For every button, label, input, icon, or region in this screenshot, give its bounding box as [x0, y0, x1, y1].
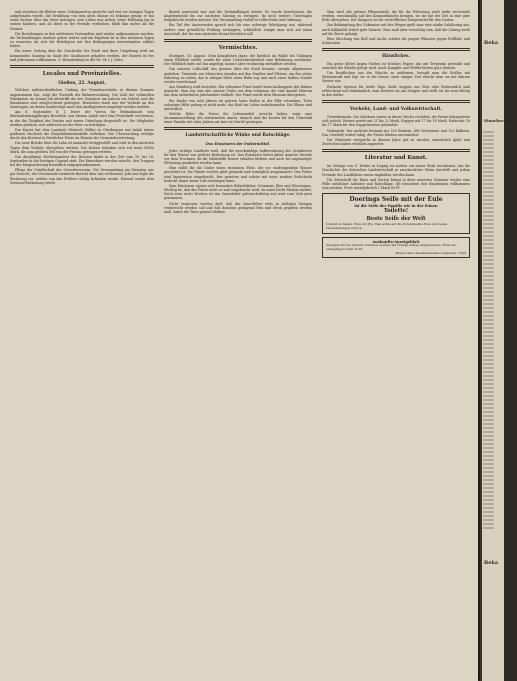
section-heading-home: Häusliches. [381, 54, 411, 60]
article-paragraph: Ein Knabe von acht Jahren ist gestern beim Baden in der Elbe ertrunken. Trotz sofortiger Hilfe gelang es nicht mehr, das Kind ins Leben zurückzurufen. Die Eltern sind untröstlich. [164, 98, 312, 111]
section-heading-economy: Verkehr, Land- und Volkswirtschaft. [349, 107, 443, 113]
ad-title: Doerings Seife mit der Eule [349, 196, 443, 204]
article-paragraph: Welchen außerordentlichen Umfang der Fremdenverkehr in diesem Sommer angenommen hat, zeigt die Statistik der Bahnverwaltung. Die Zahl der verkauften Fahrkarten im Monat Juli übertrifft die des Vorjahres um nahezu ein Drittel, und die Einnahmen sind entsprechend gestiegen. Besonders stark war der Verkehr an den Sonntagen, an denen Sonderzüge nach den Ausflugsorten eingelegt werden mußten. [10, 88, 154, 110]
article-paragraph: Aus Hamburg wird berichtet: Ein seltsamer Fund wurde beim Ausbaggern des Hafens gemacht. Man zog eine alte eiserne Truhe aus dem Schlamm, die eine Anzahl Münzen aus dem siebzehnten Jahrhundert enthielt. Der Fund wurde dem Museum übergeben. [164, 85, 312, 98]
divider [322, 100, 470, 103]
article-paragraph: Im Verlage von G. Weber in Leipzig ist soeben ein neues Werk erschienen, das die Geschichte der deutschen Landwirtschaft in anschaulicher Weise darstellt und jedem Freunde des Landlebens warm empfohlen werden kann. [322, 164, 470, 177]
article-paragraph: Das diesjährige Herbstmanöver der Division findet in der Zeit vom 10. bis 18. September in der hiesigen Gegend statt. Die Einwohner werden ersucht, den Truppen bei der Einquartierung freundlich entgegenzukommen. [10, 154, 154, 168]
article-paragraph: Um Rostflecken aus der Wäsche zu entfernen, betupft man die Stellen mit Zitronensaft und legt sie in die Sonne; nach einiger Zeit wäscht man sie mit klarem Wasser aus. [322, 71, 470, 84]
divider [322, 48, 470, 51]
article-paragraph: Man wird alle grünen Pflanzenteile, die für die Fütterung nicht mehr verwendet werden, zweckmäßig auf den Komposthaufen bringen, wo sie mit der Zeit in eine gute Erde übergehen. Der Kompost ist ein vortreffliches Düngemittel für den Garten. [322, 10, 470, 23]
column-3 [322, 10, 470, 670]
col2-agri-articles [164, 149, 312, 214]
notice-tail: Wieder aller Annahmestellen vergleiche. 7429 [395, 250, 466, 255]
soap-advertisement [322, 193, 470, 234]
ad-text: Überall zu haben. Preis 40 Pfg. Man achte auf die Schutzmarke Eule und weise Nachahmungen zurück. [326, 222, 448, 230]
col2-top-text [164, 10, 312, 36]
article-paragraph: Ein neuer Vortrag über die Geschichte der Stadt und ihrer Umgebung wird am kommenden Sonntag im Saale des Gasthauses gehalten werden; der Eintritt ist frei und jedermann willkommen. G. Brandenburg in der Nr. 34 v. J. Seite. [10, 49, 154, 62]
article-paragraph: Getreidemarkt. Die Zufuhren waren in dieser Woche reichlich, die Preise behaupteten sich jedoch. Weizen wurde mit 21 bis 22 Mark, Roggen mit 17 bis 18 Mark, Hafer mit 16 bis 17 Mark für den Doppelzentner gehandelt. [322, 115, 470, 128]
article-paragraph: Nicht vergessen werden darf, daß das Sauerfutter stets in mäßigen Mengen verabreicht werden soll und daß daneben genügend Heu und Stroh gegeben werden muß, damit die Tiere gesund bleiben. [164, 201, 312, 214]
column-1 [10, 10, 154, 670]
adjacent-heading: Beka [484, 560, 499, 566]
column-2 [164, 10, 312, 670]
col3-top-text [322, 10, 470, 45]
section-heading-misc: Vermischtes. [218, 44, 258, 51]
section-heading-agri: Landwirtschaftliche Winke und Ratschläge. [185, 133, 291, 139]
divider [10, 65, 154, 68]
article-paragraph: Das neueste Luftschiff, das gestern über der Stadt kreuzte, erregte allgemeines Aufsehen. Tausende von Menschen standen auf den Straßen und Plätzen, um das stolze Fahrzeug zu sehen, das in ruhiger Fahrt seine Bahn zog und nach einer halben Stunde wieder verschwand. [164, 67, 312, 84]
dateline: Gießen, 22. August. [58, 80, 106, 86]
col3-economy-articles [322, 115, 470, 146]
section-heading-literature: Literatur und Kunst. [364, 155, 428, 162]
article-paragraph: Zum Einsäuern eignen sich besonders Rübenblätter, Grünmais, Klee und Wiesengras. Wichtig ist, daß das Futter nicht zu naß eingebracht wird, da sonst leicht Fäulnis eintritt. Nach etwa sechs Wochen ist das Sauerfutter gebrauchsfertig und wird vom Vieh gern genommen. [164, 183, 312, 201]
article-paragraph: Zur Bekämpfung des Unkrautes auf den Wegen gießt man eine starke Salzlösung aus; auch Kalkmilch leistet gute Dienste. Man muß aber vorsichtig sein, daß die Lösung nicht auf die Beete gelangt. [322, 23, 470, 36]
ad-slogan: Beste Seife der Welt [366, 215, 426, 222]
divider [164, 39, 312, 42]
article-paragraph: Bezirk anwesend war und die Verhandlungen leitete. Es wurde beschlossen, die Angelegenheit bis zur nächsten Sitzung zu vertagen, da noch weitere Unterlagen beigebracht werden müssen. Die Versammlung verlief in voller Ruhe und Ordnung. [164, 10, 312, 23]
article-paragraph: Viehmarkt. Der Auftrieb bestand aus 320 Rindern, 480 Schweinen und 120 Kälbern. Das Geschäft verlief ruhig, die Preise blieben unverändert. [322, 128, 470, 137]
col2-articles [164, 54, 312, 125]
notice-advertisement [322, 237, 470, 259]
article-paragraph: Ein gutes Mittel gegen Motten ist frisches Papier, das mit Terpentin getränkt und zwischen die Kleider gelegt wird. Auch Kampfer und Pfeffer leisten gute Dienste. [322, 61, 470, 70]
ad-line: Toilette! [383, 208, 409, 215]
article-paragraph: Die Obsternte verspricht in diesem Jahre gut zu werden; namentlich Äpfel und Zwetschen haben reichlich angesetzt. [322, 137, 470, 147]
adjacent-text: ══════ ══════ ══════ ══════ ══════ ══════ ══════ ══════ ══════ ══════ ══════ ══════ ══════ ══════ ══════ ══════ ══════ ══════ ══════ ══════ ══════ ══════ ══════ ══════ ══════ ══════ ══════ ══════ ══════ ══════ ══════ ══════ ══════ ══════ ══════ ══════ ══════ ══════ ══════ ══════ ══════ ══════ ══════ ══════ ══════ ══════ ══════ ══════ ══════ ══════ ══════ ══════ ══════ ══════ ══════ ══════ ══════ ══════ ══════ ══════ ══════ ══════ ══════ ══════ ══════ ══════ ══════ ══════ ══════ ══════ ══════ ══════ ══════ ══════ ══════ ══════ ══════ ══════ ══════ ══════ ══════ ══════ ══════ ══════ ══════ ══════ ══════ ══════ ══════ ══════ ══════ ══════ ══════ ══════ ══════ ══════ ══════ ══════ ══════ ══════ [483, 130, 494, 530]
adjacent-heading: Einschreibung [484, 118, 517, 123]
divider [322, 149, 470, 152]
article-paragraph: Die Beziehungen zu den entfernten Verwandten sind wieder aufgenommen worden; die Verhandlungen darüber gehen weiter und ein Ergebnis ist in den nächsten Tagen zu erwarten, da sich die Beteiligten mit den Bedingungen einverstanden erklärt haben. [10, 31, 154, 49]
notice-text: Anzeigen für die nächste Nummer werden bis Freitag mittag angenommen. Preis der einspaltigen Zeile 20 Pf. [326, 243, 457, 251]
col1-top-text [10, 10, 154, 62]
article-paragraph: Eine Mischung von Ruß und Asche schützt die jungen Pflanzen gegen Erdflöhe und Schnecken. [322, 36, 470, 46]
article-paragraph: Der Kaiser hat dem Landwirt Heinrich Müller zu Oberhausen aus Anlaß seiner goldenen Hochzeit die Ehejubiläumsmedaille verliehen. Die Überreichung erfolgte durch den Kreisrat in feierlicher Weise im Beisein der Gemeindevertretung. [10, 127, 154, 141]
divider [164, 127, 312, 130]
article-paragraph: Die Zeitschrift für Haus und Garten bringt in ihrer neuesten Nummer wieder eine Fülle nützlicher Aufsätze und Ratschläge, die besonders den Hausfrauen willkommen sein werden. Preis vierteljährlich 1 Mark 50 Pf. [322, 177, 470, 190]
article-paragraph: Man wählt für die Grube einen trockenen Platz, der vor eindringendem Wasser geschützt ist. Die Wände werden glatt gemacht und womöglich ausgemauert. Das Futter wird lagenweise eingebracht, fest getreten und zuletzt mit einer starken Erdschicht bedeckt, damit keine Luft eindringen kann. [164, 166, 312, 183]
col3-home-articles [322, 62, 470, 97]
section-heading-local: Locales und Provinzielles. [42, 70, 122, 77]
notice-title: Auskunfts-Anzeigeblatt [372, 239, 420, 244]
adjacent-page-edge [480, 0, 517, 681]
col3-literature-articles [322, 164, 470, 190]
article-paragraph: Pflege der Gesellschaft des Gewerbevereins. Die Versammlung am Dienstag war gut besucht; der Vorsitzende erstattete Bericht über das verflossene Jahr und legte die Rechnung vor, welche von den Prüfern richtig befunden wurde. Hierauf wurde dem Vorstand Entlastung erteilt. [10, 168, 154, 185]
subheading-agri: Das Einsäuern der Futtermittel. [205, 142, 271, 147]
article-paragraph: Welche Höhe die Preise für Lebensmittel erreicht haben, zeigt eine Zusammenstellung des statistischen Amtes; danach sind die Kosten für den Unterhalt einer Familie seit zehn Jahren um fast ein Viertel gestiegen. [164, 111, 312, 125]
col1-articles [10, 88, 154, 184]
article-paragraph: Ein Teil der Anwesenden sprach sich für eine sofortige Erledigung aus, während andere eine gründliche Prüfung verlangten; schließlich einigte man sich auf einen Ausschuß, der bis zum nächsten Monat berichten soll. [164, 23, 312, 36]
article-paragraph: Stuttgart, 18. August. Dem königlichen Jäger, der kürzlich im Walde bei Tübingen einen Wilddieb stellte, wurde für seine Unerschrockenheit eine Belohnung zuerkannt. Der Wilddieb hatte auf ihn angelegt, konnte aber rechtzeitig entwaffnet werden. [164, 53, 312, 67]
article-paragraph: Am 8. September d. J. feiert der Verein für Heimatkunde sein fünfundzwanzigjähriges Bestehen. Aus diesem Anlaß wird eine Festschrift erscheinen, in der die Tätigkeit des Vereins seit seiner Gründung dargestellt ist. Die Mitglieder werden gebeten, sich zahlreich an der Feier zu beteiligen. [10, 110, 154, 127]
article-paragraph: Einfache Speisen für heiße Tage: Kalte Suppen aus Obst oder Buttermilch sind erfrischend und bekömmlich; man bereitet sie am Morgen und stellt sie bis zum Mittag in den Keller. [322, 84, 470, 97]
article-paragraph: Die neue Brücke über die Lahn ist nunmehr fertiggestellt und wird in den nächsten Tagen dem Verkehr übergeben werden. Die Kosten belaufen sich auf rund 85000 Mark, die zum größten Teil von der Provinz getragen werden. [10, 141, 154, 154]
article-paragraph: Jeder richtige Landwirt weiß, daß die zweckmäßige Aufbewahrung des Grünfutters für den Winter von größter Bedeutung ist. Das Einsäuern bietet dabei manche Vorteile vor dem Trocknen, da die Nährstoffe besser erhalten bleiben und auch bei ungünstiger Witterung gearbeitet werden kann. [164, 148, 312, 166]
ad-subtitle: ist die Seife der Familie wie in der feinen [354, 203, 438, 208]
adjacent-heading: Beka [484, 40, 499, 46]
article-paragraph: und zwischen die Blätter einer Gebirgsmotive gesteckt und erst vor wenigen Tagen aufgefunden wurde. Die Erzählung von dem alten Manne ist bekannt genug: er hat seine Sachen über das Meer getragen, sein Leben war Arbeit, seine Hoffnung lag in seinen Kindern, und als diese in der Fremde verdarben, blieb ihm nichts als die Heimat. [10, 10, 154, 31]
